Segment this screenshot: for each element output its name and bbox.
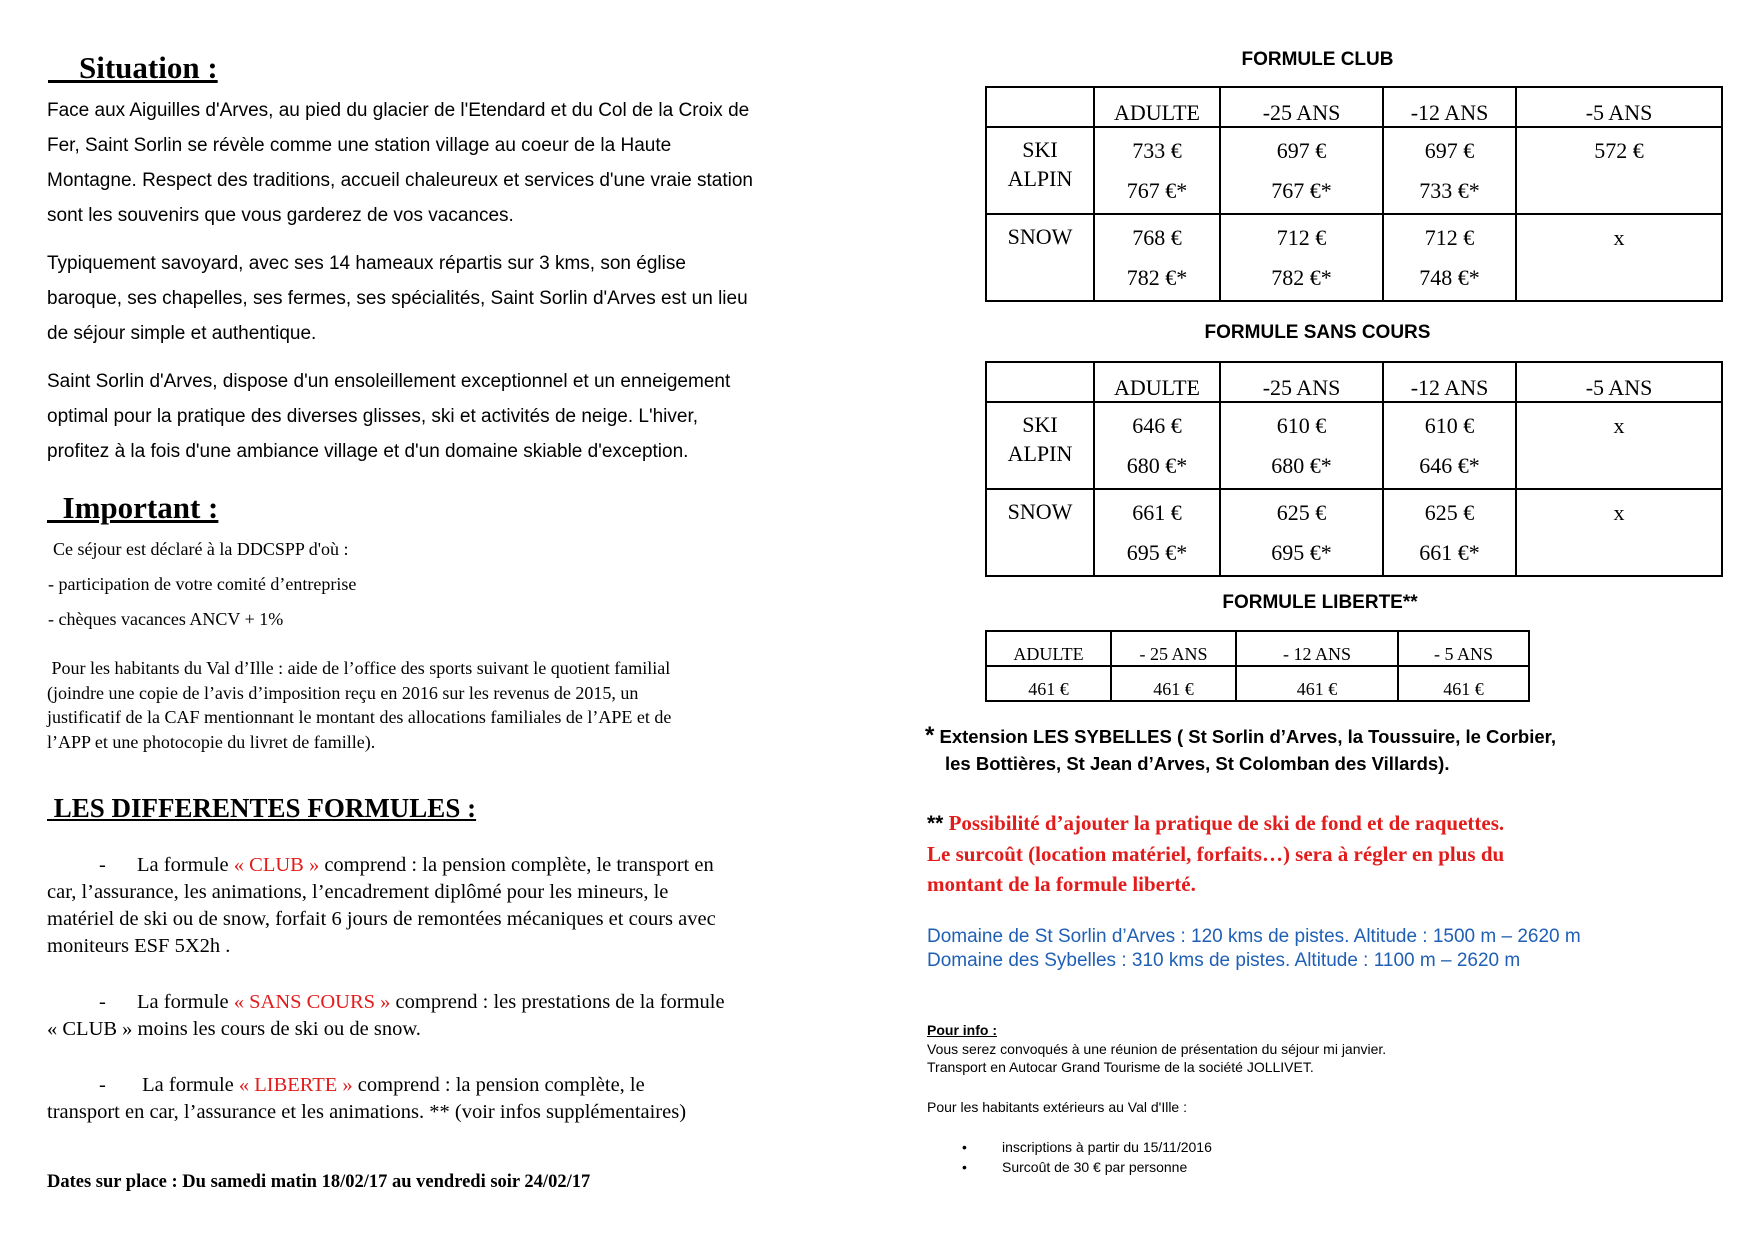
price-cell: 733 € 767 €* (1094, 127, 1220, 214)
bullet-icon: • (962, 1159, 967, 1175)
table-header-cell: -25 ANS (1220, 87, 1383, 127)
price-cell: x (1516, 402, 1722, 489)
important-line: - chèques vacances ANCV + 1% (48, 609, 284, 629)
price-cell: 610 € 680 €* (1220, 402, 1383, 489)
row-category-cell: SNOW (986, 214, 1094, 301)
table-header-cell: -5 ANS (1516, 362, 1722, 402)
bullet-icon: • (962, 1139, 967, 1155)
price-cell: 461 € (1111, 666, 1236, 701)
price-cell: 697 € 733 €* (1383, 127, 1516, 214)
table-header-cell: ADULTE (1094, 87, 1220, 127)
info-block: Pour info : Vous serez convoqués à une réunion de présentation du séjour mi janvier. Transport en Autocar Grand Tourisme de la société JOLLIVET. (927, 1022, 1387, 1075)
info-title: Pour info : (927, 1022, 997, 1038)
price-cell: 610 € 646 €* (1383, 402, 1516, 489)
liberte-table-title: FORMULE LIBERTE** (1222, 592, 1418, 613)
double-asterisk-marker: ** (927, 812, 944, 835)
price-cell: 625 € 695 €* (1220, 489, 1383, 576)
price-cell: 625 € 661 €* (1383, 489, 1516, 576)
formules-heading: LES DIFFERENTES FORMULES : (47, 793, 477, 823)
info-exterieur: Pour les habitants extérieurs au Val d'Ille : (927, 1099, 1187, 1115)
price-cell: 661 € 695 €* (1094, 489, 1220, 576)
club-table-title: FORMULE CLUB (1241, 49, 1394, 70)
price-cell: 768 € 782 €* (1094, 214, 1220, 301)
row-category-cell: SKI ALPIN (986, 127, 1094, 214)
situation-paragraph-1: Face aux Aiguilles d'Arves, au pied du glacier de l'Etendard et du Col de la Croix de Fer, Saint Sorlin se révèle comme une station village au coeur de la Haute Montagne. Respect des traditions, accueil chaleureux et services d'une vraie station sont les souvenirs que vous garderez de vos vacances. (47, 100, 753, 226)
table-row (986, 402, 1722, 489)
table-header-cell: ADULTE (1094, 362, 1220, 402)
important-heading: Important : (47, 490, 219, 525)
price-cell: 572 € (1516, 127, 1722, 214)
formule-club-name: « CLUB » (233, 854, 320, 876)
formule-sans-cours-item: - La formule « SANS COURS » comprend : les prestations de la formule « CLUB » moins les cours de ski ou de snow. (47, 991, 725, 1040)
price-cell: x (1516, 489, 1722, 576)
situation-paragraph-2: Typiquement savoyard, avec ses 14 hameaux répartis sur 3 kms, son église baroque, ses chapelles, ses fermes, ses spécialités, Saint Sorlin d'Arves est un lieu de séjour simple et authentique. (47, 253, 748, 344)
table-header-cell: ADULTE (986, 631, 1111, 666)
table-header-cell: -12 ANS (1383, 87, 1516, 127)
formule-club-item: - La formule « CLUB » comprend : la pension complète, le transport en car, l’assurance, les animations, l’encadrement diplômé pour les mineurs, le matériel de ski ou de snow, forfait 6 jours de remontées mécaniques et cours avec moniteurs ESF 5X2h . (47, 854, 716, 957)
table-header-cell (986, 362, 1094, 402)
sans-cours-table-title: FORMULE SANS COURS (1204, 322, 1431, 343)
table-header-cell: -12 ANS (1383, 362, 1516, 402)
formule-liberte-name: « LIBERTE » (238, 1074, 353, 1096)
club-price-table (985, 86, 1723, 302)
row-category-cell: SKI ALPIN (986, 402, 1094, 489)
price-cell: 697 € 767 €* (1220, 127, 1383, 214)
asterisk-marker: * (925, 722, 935, 749)
table-row (986, 666, 1529, 701)
formule-sans-cours-name: « SANS COURS » (233, 991, 391, 1013)
price-cell: 646 € 680 €* (1094, 402, 1220, 489)
table-row (986, 214, 1722, 301)
table-header-row (986, 631, 1529, 666)
table-row (986, 127, 1722, 214)
important-line: Ce séjour est déclaré à la DDCSPP d'où : (53, 539, 349, 559)
price-cell: 712 € 748 €* (1383, 214, 1516, 301)
table-header-row (986, 87, 1722, 127)
liberte-note: ** Possibilité d’ajouter la pratique de ski de fond et de raquettes. Le surcoût (location matériel, forfaits…) sera à régler en plus du montant de la formule liberté. (927, 811, 1505, 896)
price-cell: 461 € (1398, 666, 1529, 701)
price-cell: 461 € (986, 666, 1111, 701)
price-cell: 712 € 782 €* (1220, 214, 1383, 301)
formule-liberte-item: - La formule « LIBERTE » comprend : la pension complète, le transport en car, l’assurance et les animations. ** (voir infos supplémentaires) (47, 1074, 687, 1123)
list-item: • Surcoût de 30 € par personne (962, 1159, 1188, 1175)
table-row (986, 489, 1722, 576)
val-ille-paragraph: Pour les habitants du Val d’Ille : aide de l’office des sports suivant le quotient familial (joindre une copie de l’avis d’imposition reçu en 2016 sur les revenus de 2015, un justificatif de la CAF mentionnant le montant des allocations familiales de l’APE et de l’APP et une photocopie du livret de famille). (47, 658, 672, 752)
price-cell: x (1516, 214, 1722, 301)
row-category-cell: SNOW (986, 489, 1094, 576)
liberte-price-table (985, 630, 1530, 702)
list-item: • inscriptions à partir du 15/11/2016 (962, 1139, 1212, 1155)
table-header-cell: - 25 ANS (1111, 631, 1236, 666)
domaine-line: Domaine de St Sorlin d’Arves : 120 kms de pistes. Altitude : 1500 m – 2620 m (927, 926, 1581, 947)
situation-paragraph-3: Saint Sorlin d'Arves, dispose d'un ensoleillement exceptionnel et un enneigement optimal pour la pratique des diverses glisses, ski et activités de neige. L'hiver, profitez à la fois d'une ambiance village et d'un domaine skiable d'exception. (47, 371, 731, 462)
table-header-cell (986, 87, 1094, 127)
dates-line: Dates sur place : Du samedi matin 18/02/17 au vendredi soir 24/02/17 (47, 1172, 591, 1192)
table-header-cell: -25 ANS (1220, 362, 1383, 402)
table-header-cell: - 12 ANS (1236, 631, 1398, 666)
price-cell: 461 € (1236, 666, 1398, 701)
extension-note: * Extension LES SYBELLES ( St Sorlin d’Arves, la Toussuire, le Corbier, les Bottières, St Jean d’Arves, St Colomban des Villards). (925, 722, 1556, 774)
table-header-row (986, 362, 1722, 402)
table-header-cell: -5 ANS (1516, 87, 1722, 127)
situation-heading: Situation : (48, 50, 218, 85)
domaine-line: Domaine des Sybelles : 310 kms de pistes. Altitude : 1100 m – 2620 m (927, 950, 1521, 971)
important-line: - participation de votre comité d’entreprise (48, 574, 357, 594)
table-header-cell: - 5 ANS (1398, 631, 1529, 666)
sans-cours-price-table (985, 361, 1723, 577)
